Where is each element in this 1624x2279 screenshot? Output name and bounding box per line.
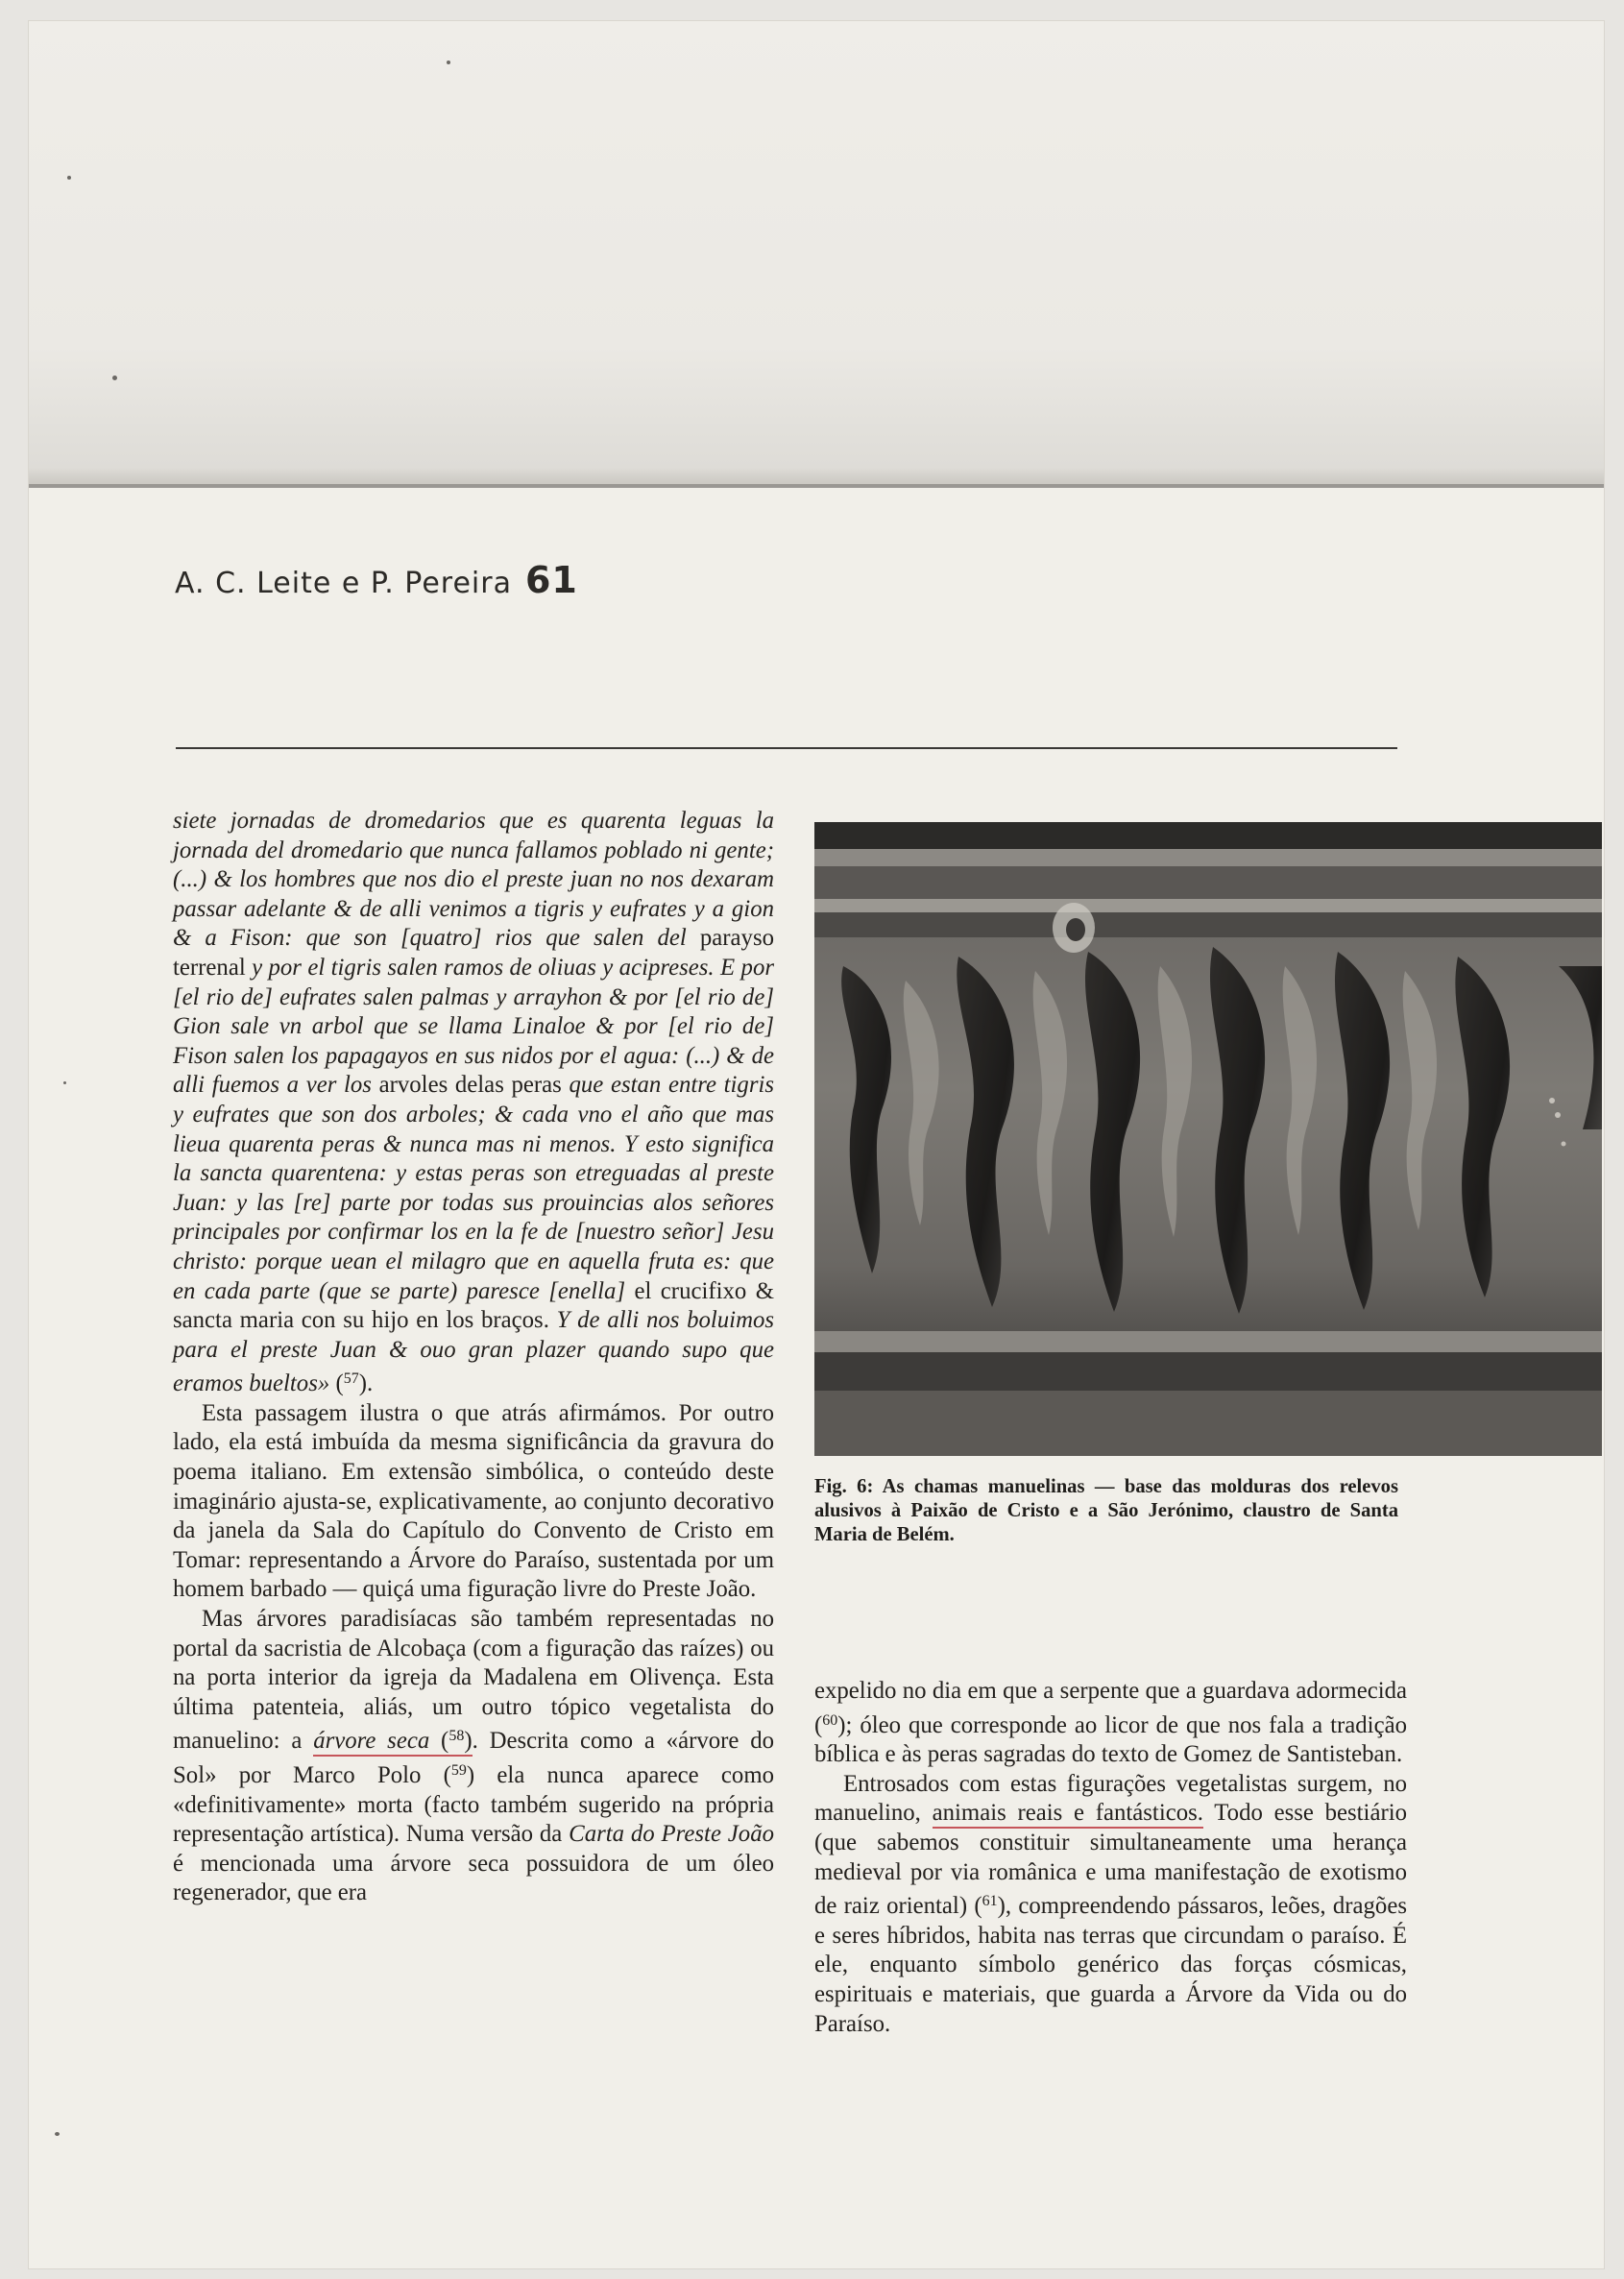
paragraph-text: expelido no dia em que a serpente que a guardava adormecida (814, 1678, 1407, 1704)
speck (447, 61, 450, 64)
paragraph-text: Mas árvores paradisíacas são também representadas no portal da sacristia de Alcobaça (com a figuração das raízes) ou na porta interior da igreja da Madalena em Olivença. Esta última patenteia, aliás, um outro tópico vegetalista do manuelino: a (173, 1606, 774, 1755)
underlined-phrase: animais reais e fantásticos. (933, 1800, 1203, 1829)
footnote-ref: 61 (982, 1893, 998, 1910)
paragraph: Mas árvores paradisíacas são também representadas no portal da sacristia de Alcobaça (com a figuração das raízes) ou na porta interior da igreja da Madalena em Olivença. Esta última patenteia, aliás, um outro tópico vegetalista do manuelino: a árvore seca ($^{58}$). Descrita como a «árvore do Sol» por Marco Polo ($^{59}$) ela nunca aparece como «definitivamente» morta (facto também sugerido na própria representação artística). Numa versão da Carta do Preste João é mencionada uma árvore seca possuidora de um óleo regenerador, que era (173, 1606, 774, 1906)
paragraph: Entrosados com estas figurações vegetalistas surgem, no manuelino, animais reais e fantásticos. Todo esse bestiário (que sabemos constituir simultaneamente uma herança medieval por via românica e uma manifestação de exotismo de raiz oriental) ($^{61}$), compreendendo pássaros, leões, dragões e seres híbridos, habita nas terras que circundam o paraíso. É ele, enquanto símbolo genérico das forças cósmicas, espirituais e materiais, que guarda a Árvore da Vida ou do Paraíso. (814, 1770, 1408, 2037)
footnote-ref: 57 (343, 1370, 359, 1388)
left-column (173, 807, 774, 1908)
header-rule (176, 747, 1397, 749)
top-blank-band (29, 21, 1604, 486)
footnote-ref: 60 (822, 1711, 838, 1729)
paragraph-text: ; óleo que corresponde ao licor de que nos fala a tradição bíblica e às peras sagradas do texto de Gomez de Santisteban. (814, 1711, 1407, 1768)
quote-roman: parayso terrenal (173, 925, 775, 981)
page-number: 61 (524, 559, 578, 601)
quote-italic: siete jornadas de dromedarios que es quarenta leguas la jornada del dromedario que nunca fallamos poblado ni gente; (...) & los hombres que nos dio el preste juan no nos dexaram passar adelante & de alli venimos a tigris y eufrates y a gion & a Fison: que son [quatro] rios que salen del (173, 808, 774, 952)
running-head (175, 559, 578, 601)
paragraph-text: . Descrita como a «árvore do Sol» por Marco Polo (173, 1728, 774, 1788)
speck (112, 376, 117, 380)
figure-photo (814, 822, 1602, 1456)
speck (55, 2132, 60, 2136)
quote-italic: que estan entre tigris y eufrates que son dos arboles; & cada vno el año que mas lieua quarenta peras & nunca mas ni menos. Y esto significa la sancta quarentena: y estas peras son etreguadas al preste Juan: y las [re] parte por todas sus prouincias alos señores principales por confirmar los en la fe de [nuestro señor] Jesu christo: porque uean el milagro que en aquella fruta es: que en cada parte (que se parte) paresce [enella] (173, 1072, 775, 1304)
quote-roman: el crucifixo & sancta maria con su hijo en los braços. (173, 1277, 774, 1334)
work-title: Carta do Preste João (569, 1821, 774, 1848)
quote-italic: y por el tigris salen ramos de oliuas y acipreses. E por [el rio de] eufrates salen palmas y arrayhon & por [el rio de] Gion sale vn arbol que se llama Linaloe & por [el rio de] Fison salen los papagayos en sus nidos por el agua: (...) & de alli fuemos a ver los (173, 954, 774, 1099)
speck (63, 1081, 66, 1084)
paragraph: Esta passagem ilustra o que atrás afirmámos. Por outro lado, ela está imbuída da mesma significância da gravura do poema italiano. Em extensão simbólica, o conteúdo deste imaginário ajusta-se, explicativamente, ao conjunto decorativo da janela da Sala do Capítulo do Convento de Cristo em Tomar: representando a Árvore do Paraíso, sustentada por um homem barbado — quiçá uma figuração livre do Preste João. (173, 1399, 774, 1603)
right-column (814, 1677, 1407, 2039)
caption-text: As chamas manuelinas — base das molduras dos relevos alusivos à Paixão de Cristo e a São Jerónimo, claustro de Santa Maria de Belém. (814, 1476, 1398, 1545)
figure-caption (814, 1475, 1398, 1547)
quote-roman: arvoles delas peras (378, 1072, 562, 1099)
speck (67, 176, 71, 180)
caption-label: Fig. 6: (814, 1476, 874, 1497)
quote-italic: Y de alli nos boluimos para el preste Juan & ouo gran plazer quando supo que eramos bueltos» (173, 1307, 775, 1397)
manueline-flames-relief (814, 822, 1602, 1456)
paragraph-text: Todo esse bestiário (que sabemos constituir simultaneamente uma herança medieval por via românica e uma manifestação de exotismo de raiz oriental) (814, 1800, 1408, 1920)
authors: A. C. Leite e P. Pereira (175, 567, 512, 600)
paragraph-text: ela nunca aparece como «definitivamente» morta (facto também sugerido na própria representação artística). Numa versão da (173, 1762, 774, 1848)
paragraph-text: Entrosados com estas figurações vegetalistas surgem, no manuelino, (814, 1770, 1407, 1827)
paragraph-text: é mencionada uma árvore seca possuidora de um óleo regenerador, que era (173, 1850, 774, 1906)
underlined-phrase: árvore seca ($^{58}$) (313, 1728, 472, 1757)
band-edge-line (29, 484, 1604, 488)
underlined-term: árvore seca (313, 1728, 430, 1755)
paragraph-text: , compreendendo pássaros, leões, dragões e seres híbridos, habita nas terras que circundam o paraíso. É ele, enquanto símbolo genérico das forças cósmicas, espirituais e materiais, que guarda a Árvore da Vida ou do Paraíso. (814, 1893, 1407, 2037)
footnote-ref: 59 (450, 1762, 467, 1779)
footnote-ref: 58 (448, 1728, 465, 1745)
quoted-passage: siete jornadas de dromedarios que es quarenta leguas la jornada del dromedario que nunca fallamos poblado ni gente; (...) & los hombres que nos dio el preste juan no nos dexaram passar adelante & de alli venimos a tigris y eufrates y a gion & a Fison: que son [quatro] rios que salen del parayso terrenal y por el tigris salen ramos de oliuas y acipreses. E por [el rio de] eufrates salen palmas y arrayhon & por [el rio de] Gion sale vn arbol que se llama Linaloe & por [el rio de] Fison salen los papagayos en sus nidos por el agua: (...) & de alli fuemos a ver los arvoles delas peras que estan entre tigris y eufrates que son dos arboles; & cada vno el año que mas lieua quarenta peras & nunca mas ni menos. Y esto significa la sancta quarentena: y estas peras son etreguadas al preste Juan: y las [re] parte por todas sus prouincias alos señores principales por confirmar los en la fe de [nuestro señor] Jesu christo: porque uean el milagro que en aquella fruta es: que en cada parte (que se parte) paresce [enella] el crucifixo & sancta maria con su hijo en los braços. Y de alli nos boluimos para el preste Juan & ouo gran plazer quando supo que eramos bueltos» ($^{57}$). (173, 808, 775, 1397)
paragraph: expelido no dia em que a serpente que a guardava adormecida ($^{60}$); óleo que corresponde ao licor de que nos fala a tradição bíblica e às peras sagradas do texto de Gomez de Santisteban. (814, 1678, 1407, 1768)
